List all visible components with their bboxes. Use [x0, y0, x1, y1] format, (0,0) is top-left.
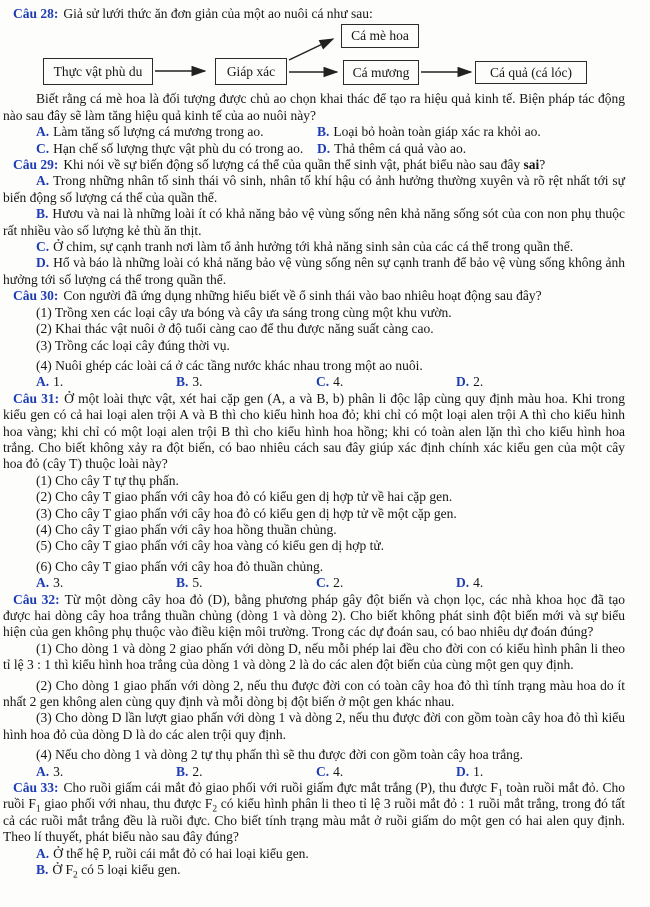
- q30-label: Câu 30:: [13, 288, 59, 304]
- q31-option-a: [36, 575, 176, 591]
- q28-header: [3, 6, 625, 22]
- q30-header: [3, 288, 625, 304]
- option-letter: A.: [36, 845, 50, 861]
- q31-option-b: [176, 575, 316, 591]
- q33-option-b: [3, 862, 625, 881]
- q31-header: [3, 391, 625, 473]
- q28-option-b: [317, 124, 541, 140]
- q32-option-c: [316, 764, 456, 780]
- q29-option-a: [3, 173, 625, 206]
- option-letter: B.: [176, 575, 189, 591]
- option-text: Ở thế hệ P, ruồi cái mắt đỏ có hai loại kiểu gen.: [53, 845, 309, 861]
- q28-options-row-1: [3, 124, 625, 140]
- q31-question-text: Ở một loài thực vật, xét hai cặp gen (A, a và B, b) phân li độc lập cùng quy định màu hoa. Khi trong kiểu gen có cả hai loại alen trội A và B thì cho kiểu hình hoa đỏ; khi chỉ có một loại alen trội A thì cho kiểu hình hoa vàng; khi chỉ có một loại alen trội B thì cho kiểu hình hoa hồng; khi có toàn alen lặn thì cho kiểu hình hoa trắng. Cho biết không xảy ra đột biến, có bao nhiêu cách sau đây giúp xác định chính xác kiểu gen của một cây hoa đỏ (cây T) thuộc loài này?: [3, 390, 625, 472]
- option-text: 4.: [473, 575, 484, 591]
- option-text: Loại bỏ hoàn toàn giáp xác ra khỏi ao.: [333, 124, 541, 140]
- option-text: Ở chim, sự cạnh tranh nơi làm tổ ảnh hưởng tới khả năng sinh sản của các cá thể trong quần thể.: [53, 239, 574, 255]
- q31-option-d: [456, 575, 483, 591]
- q33-sub-2: 1: [35, 805, 41, 816]
- diagram-node-giap-xac: [215, 58, 287, 85]
- q30-options-row: [3, 374, 625, 390]
- option-letter: A.: [36, 575, 50, 591]
- option-text: 2.: [473, 374, 484, 390]
- option-letter: B.: [317, 124, 330, 140]
- option-letter: D.: [36, 255, 50, 271]
- q31-item-2: (2) Cho cây T giao phấn với cây hoa đỏ có kiểu gen dị hợp tử về hai cặp gen.: [36, 489, 453, 505]
- option-letter: C.: [36, 140, 50, 156]
- q28-option-a: [36, 124, 317, 140]
- option-letter: C.: [316, 374, 330, 390]
- q28-option-c: [36, 141, 317, 157]
- q29-option-b: [3, 206, 625, 239]
- q30-item-2: (2) Khai thác vật nuôi ở độ tuổi càng cao để thu được năng suất càng cao.: [36, 321, 434, 337]
- q28-options-row-2: [3, 141, 625, 157]
- q33-sub-3: 2: [212, 805, 218, 816]
- option-text: 1.: [473, 763, 484, 779]
- q33-header: [3, 780, 625, 846]
- q31-item-6: (6) Cho cây T giao phấn với cây hoa đỏ thuần chủng.: [36, 558, 324, 574]
- q29-label: Câu 29:: [13, 157, 59, 173]
- option-letter: D.: [317, 140, 331, 156]
- option-letter: A.: [36, 374, 50, 390]
- q29-question-end: ?: [539, 157, 546, 173]
- option-text: Hạn chế số lượng thực vật phù du có trong ao.: [53, 140, 304, 156]
- option-text: 2.: [192, 763, 203, 779]
- option-text: 1.: [53, 374, 64, 390]
- q30-item-3: (3) Trồng các loại cây đúng thời vụ.: [36, 337, 230, 353]
- diagram-node-label: Thực vật phù du: [53, 63, 143, 79]
- q33-text-2: toàn ruồi mắt đỏ. Cho ruồi F: [3, 780, 625, 812]
- q29-option-d: [3, 255, 625, 288]
- option-letter: B.: [176, 374, 189, 390]
- q30-item-1: (1) Trồng xen các loại cây ưa bóng và cây ưa sáng trong cùng một khu vườn.: [36, 304, 452, 320]
- q31-option-c: [316, 575, 456, 591]
- q32-option-a: [36, 764, 176, 780]
- arrow-giapxac-to-camehoa: [289, 39, 333, 60]
- q32-item-1: (1) Cho dòng 1 và dòng 2 giao phấn với dòng D, nếu mỗi phép lai đều cho đời con có kiểu hình phân li theo tỉ lệ 3 : 1 thì kiểu hình hoa trắng của dòng 1 và dòng 2 là do các alen đột biến của cùng một gen quy định.: [3, 640, 625, 673]
- q30-item-4: (4) Nuôi ghép các loài cá ở các tầng nước khác nhau trong một ao nuôi.: [36, 357, 423, 373]
- q30-option-a: [36, 374, 176, 390]
- q29-bold-word: sai: [523, 157, 540, 173]
- q32-options-row: [3, 764, 625, 780]
- option-text: có 5 loại kiểu gen.: [77, 862, 181, 878]
- option-letter: A.: [36, 763, 50, 779]
- option-text: 3.: [53, 763, 64, 779]
- option-text: 2.: [333, 575, 344, 591]
- option-text: 3.: [192, 374, 203, 390]
- q29-question-text: Khi nói về sự biến động số lượng cá thể của quần thể sinh vật, phát biểu nào sau đây: [63, 157, 524, 173]
- q33-text-3: giao phối với nhau, thu được F: [40, 796, 213, 812]
- q28-option-d: [317, 141, 466, 157]
- diagram-node-label: Cá mương: [352, 64, 410, 80]
- option-letter: D.: [456, 374, 470, 390]
- q28-label: Câu 28:: [13, 6, 59, 21]
- diagram-node-ca-qua: [475, 61, 587, 84]
- q32-label: Câu 32:: [13, 591, 60, 607]
- option-text: Hổ và báo là những loài có khả năng bảo vệ vùng sống nên sự cạnh tranh để bảo vệ vùng sống không ảnh hưởng tới số lượng cá thể trong quần thể.: [3, 255, 625, 287]
- q28-question: Biết rằng cá mè hoa là đối tượng được chủ ao chọn khai thác để tạo ra hiệu quả kinh tế. Biện pháp tác động nào sau đây sẽ làm tăng hiệu quả kinh tế của ao nuôi này?: [3, 91, 625, 123]
- q32-item-2: (2) Cho dòng 1 giao phấn với dòng 2, nếu thu được đời con có toàn cây hoa đỏ thì tính trạng màu hoa do ít nhất 2 gen không alen cùng quy định và mỗi dòng bị đột biến ở một gen khác nhau.: [3, 677, 625, 710]
- q32-option-d: [456, 764, 483, 780]
- q30-option-b: [176, 374, 316, 390]
- option-text: Thả thêm cá quả vào ao.: [334, 140, 467, 156]
- q31-item-4: (4) Cho cây T giao phấn với cây hoa hồng thuần chủng.: [36, 521, 337, 537]
- diagram-node-ca-muong: [343, 60, 419, 85]
- option-text: Trong những nhân tố sinh thái vô sinh, nhân tố khí hậu có ảnh hưởng thường xuyên và rõ rệt nhất tới sự biến động số lượng cá thể của quần thể.: [3, 173, 625, 205]
- q33-option-a: [3, 846, 625, 862]
- option-text: 4.: [333, 374, 344, 390]
- option-text: Hươu và nai là những loài ít có khả năng bảo vệ vùng sống nên khả năng sống sót của con non phụ thuộc rất nhiều vào số lượng kẻ thù ăn thịt.: [3, 206, 625, 238]
- q29-option-c: [3, 239, 625, 255]
- q28-intro-text: Giả sử lưới thức ăn đơn giản của một ao nuôi cá như sau:: [63, 6, 373, 21]
- option-letter: B.: [36, 206, 49, 222]
- q31-options-row: [3, 575, 625, 591]
- q29-header: [3, 157, 625, 173]
- diagram-node-thuc-vat-phu-du: [43, 58, 153, 85]
- q30-option-d: [456, 374, 483, 390]
- q32-item-3: (3) Cho dòng D lần lượt giao phấn với dòng 1 và dòng 2, nếu thu được đời con gồm toàn cây hoa đỏ thì kiểu hình hoa đỏ của dòng D là do các alen trội quy định.: [3, 710, 625, 742]
- option-letter: B.: [36, 862, 49, 878]
- food-web-diagram: [3, 22, 625, 91]
- q30-option-c: [316, 374, 456, 390]
- q31-label: Câu 31:: [13, 390, 60, 406]
- option-letter: A.: [36, 124, 50, 140]
- q32-option-b: [176, 764, 316, 780]
- option-letter: C.: [36, 239, 50, 255]
- diagram-node-label: Cá mè hoa: [351, 28, 409, 44]
- option-text: Làm tăng số lượng cá mương trong ao.: [53, 124, 264, 140]
- q33-text-1: Cho ruồi giấm cái mắt đỏ giao phối với ruồi giấm đực mắt trắng (P), thu được F: [63, 780, 498, 796]
- q33-option-b-sub: 2: [73, 870, 78, 881]
- option-letter: C.: [316, 575, 330, 591]
- option-letter: D.: [456, 763, 470, 779]
- q33-sub-1: 1: [497, 788, 503, 799]
- option-letter: C.: [316, 763, 330, 779]
- q31-item-3: (3) Cho cây T giao phấn với cây hoa đỏ có kiểu gen dị hợp tử về một cặp gen.: [36, 505, 457, 521]
- q30-question-text: Con người đã ứng dụng những hiểu biết về ổ sinh thái vào bao nhiêu hoạt động sau đây?: [63, 288, 542, 304]
- diagram-node-label: Giáp xác: [226, 63, 276, 79]
- diagram-node-ca-me-hoa: [341, 24, 419, 48]
- diagram-node-label: Cá quả (cá lóc): [489, 64, 573, 80]
- q32-question-text: Từ một dòng cây hoa đỏ (D), bằng phương pháp gây đột biến và chọn lọc, các nhà khoa học đã tạo được hai dòng cây hoa trắng thuần chủng (dòng 1 và dòng 2). Cho biết không phát sinh đột biến mới và sự biểu hiện của gen không phụ thuộc vào điều kiện môi trường. Trong các dự đoán sau, có bao nhiêu dự đoán đúng?: [3, 591, 625, 640]
- q31-item-1: (1) Cho cây T tự thụ phấn.: [36, 472, 179, 488]
- option-letter: D.: [456, 575, 470, 591]
- q33-label: Câu 33:: [13, 780, 59, 796]
- option-text: 5.: [192, 575, 203, 591]
- q31-item-5: (5) Cho cây T giao phấn với cây hoa vàng có kiểu gen dị hợp tử.: [36, 538, 385, 554]
- option-text: 4.: [333, 763, 344, 779]
- option-text: Ở F: [52, 862, 74, 878]
- option-letter: A.: [36, 173, 50, 189]
- q32-header: [3, 592, 625, 641]
- option-text: 3.: [53, 575, 64, 591]
- q33-text-4: có kiểu hình phân li theo tỉ lệ 3 ruồi mắt đỏ : 1 ruồi mắt trắng, trong đó tất cả các ruồi mắt trắng đều là ruồi đực. Cho biết tính trạng màu mắt ở ruồi giấm do một gen có hai alen quy định. Theo lí thuyết, phát biểu nào sau đây đúng?: [3, 796, 625, 845]
- q32-item-4: (4) Nếu cho dòng 1 và dòng 2 tự thụ phấn thì sẽ thu được đời con gồm toàn cây hoa trắng.: [36, 747, 524, 763]
- option-letter: B.: [176, 763, 189, 779]
